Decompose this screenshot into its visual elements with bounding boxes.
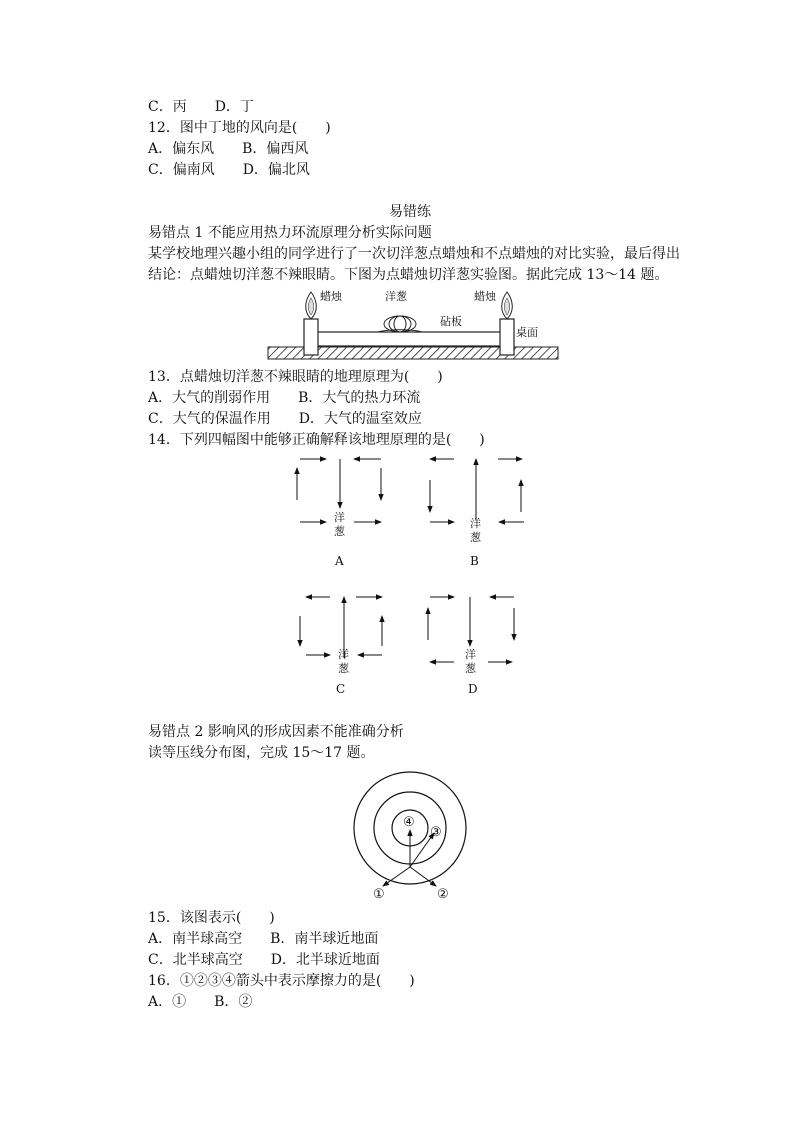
point1-intro-line1: 某学校地理兴趣小组的同学进行了一次切洋葱点蜡烛和不点蜡烛的对比实验，最后得出 <box>148 246 680 262</box>
label-1: ① <box>373 887 385 902</box>
section-title: 易错练 <box>389 204 431 220</box>
q13-options-ab: A．大气的削弱作用 B．大气的热力环流 <box>148 390 421 406</box>
c-label-1: 洋 <box>338 648 349 661</box>
q14-stem: 14．下列四幅图中能够正确解释该地理原理的是( ) <box>148 432 485 448</box>
c-label-2: 葱 <box>338 662 349 675</box>
b-label-1: 洋 <box>470 517 481 530</box>
a-label-2: 葱 <box>334 525 345 538</box>
q15-stem: 15．该图表示( ) <box>148 910 275 926</box>
label-candle-left: 蜡烛 <box>320 290 342 303</box>
q16-stem: 16．①②③④箭头中表示摩擦力的是( ) <box>148 973 415 989</box>
label-3: ③ <box>430 825 442 840</box>
a-caption: A <box>335 554 344 568</box>
circulation-diagrams <box>280 448 540 700</box>
point2-intro: 读等压线分布图，完成 15～17 题。 <box>148 745 375 761</box>
q12-options-ab: A．偏东风 B．偏西风 <box>148 141 309 157</box>
q15-options-cd: C．北半球高空 D．北半球近地面 <box>148 952 380 968</box>
cutting-board <box>312 332 508 346</box>
label-candle-right: 蜡烛 <box>474 290 496 303</box>
b-label-2: 葱 <box>470 531 481 544</box>
label-2: ② <box>437 887 449 902</box>
point1-title: 易错点 1 不能应用热力环流原理分析实际问题 <box>148 225 432 241</box>
d-label-2: 葱 <box>465 662 476 675</box>
label-board: 砧板 <box>440 315 462 328</box>
q12-options-cd: C．偏南风 D．偏北风 <box>148 162 310 178</box>
q16-options-ab: A．① B．② <box>148 994 253 1010</box>
q11-options: C．丙 D．丁 <box>148 99 254 115</box>
arrow-1 <box>383 867 410 886</box>
b-caption: B <box>470 554 479 568</box>
isobar-figure <box>346 764 476 904</box>
label-onion: 洋葱 <box>385 290 407 303</box>
candle-right <box>500 292 514 355</box>
point1-intro-line2: 结论：点蜡烛切洋葱不辣眼睛。下图为点蜡烛切洋葱实验图。据此完成 13～14 题。 <box>148 267 669 283</box>
label-table: 桌面 <box>516 326 538 339</box>
q13-stem: 13．点蜡烛切洋葱不辣眼睛的地理原理为( ) <box>148 369 443 385</box>
arrow-2 <box>410 867 436 886</box>
point2-title: 易错点 2 影响风的形成因素不能准确分析 <box>148 724 404 740</box>
a-label-1: 洋 <box>334 511 345 524</box>
candle-onion-figure <box>262 287 562 363</box>
diagram-b <box>430 459 524 522</box>
candle-left <box>304 292 318 355</box>
label-4: ④ <box>403 815 415 830</box>
d-caption: D <box>468 682 478 696</box>
d-label-1: 洋 <box>465 648 476 661</box>
q13-options-cd: C．大气的保温作用 D．大气的温室效应 <box>148 411 422 427</box>
c-caption: C <box>336 682 346 696</box>
q15-options-ab: A．南半球高空 B．南半球近地面 <box>148 931 379 947</box>
onion-icon <box>378 316 422 332</box>
q12-stem: 12．图中丁地的风向是( ) <box>148 120 331 136</box>
